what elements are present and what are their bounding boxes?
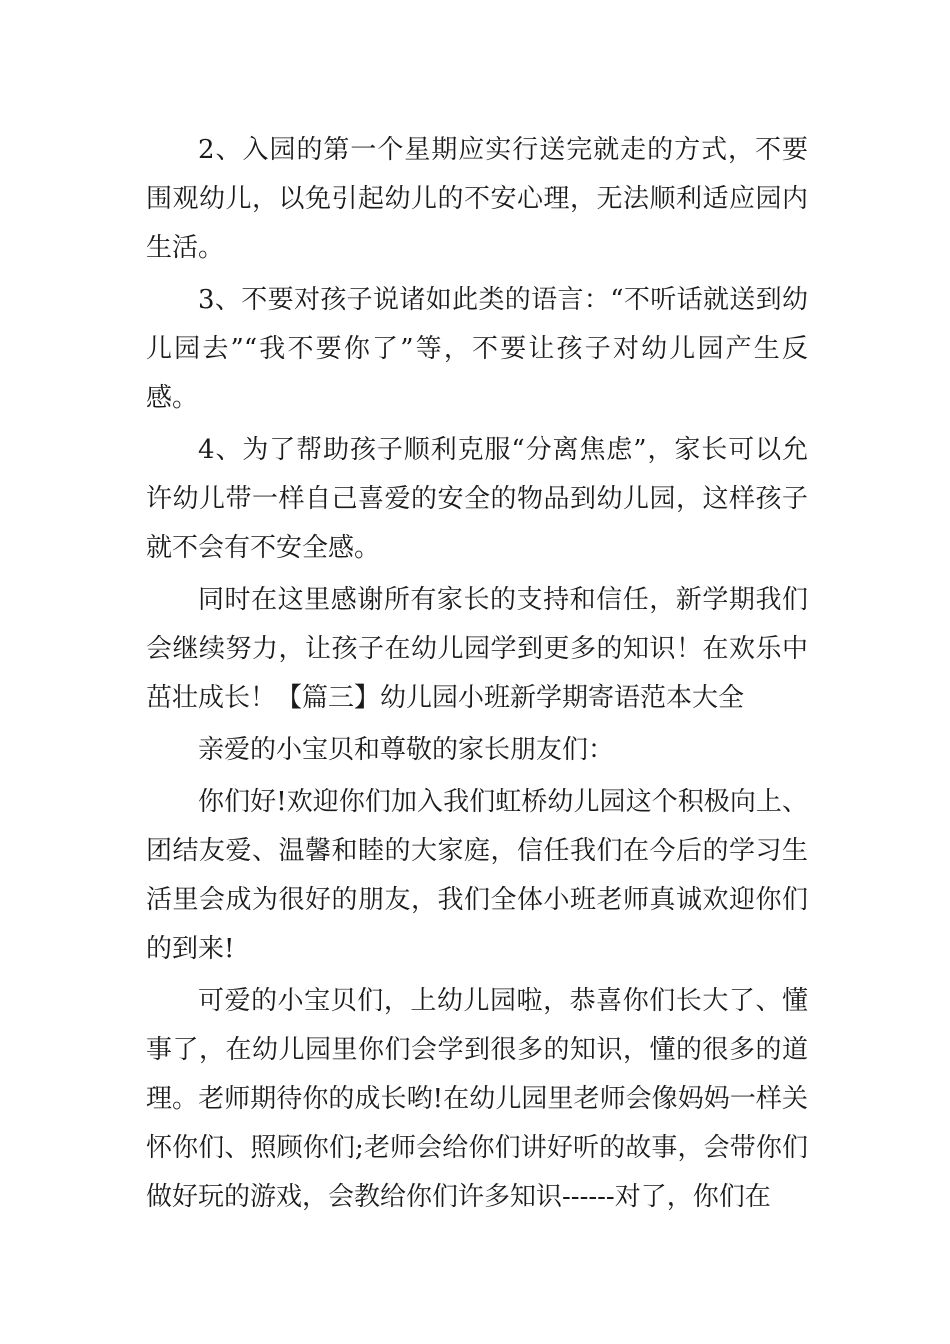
paragraph-welcome: 你们好!欢迎你们加入我们虹桥幼儿园这个积极向上、团结友爱、温馨和睦的大家庭，信任我们在今后的学习生活里会成为很好的朋友，我们全体小班老师真诚欢迎你们的到来!: [146, 787, 808, 964]
document-body: [146, 126, 808, 1222]
paragraph-greeting: 亲爱的小宝贝和尊敬的家长朋友们：: [198, 735, 615, 765]
paragraph-thanks: 同时在这里感谢所有家长的支持和信任，新学期我们会继续努力，让孩子在幼儿园学到更多的知识！在欢乐中茁壮成长！【篇三】幼儿园小班新学期寄语范本大全: [146, 585, 808, 713]
paragraph-children: 可爱的小宝贝们，上幼儿园啦，恭喜你们长大了、懂事了，在幼儿园里你们会学到很多的知识，懂的很多的道理。老师期待你的成长哟!在幼儿园里老师会像妈妈一样关怀你们、照顾你们;老师会给你们讲好听的故事，会带你们做好玩的游戏，会教给你们许多知识------对了，你们在: [146, 986, 808, 1212]
paragraph-item-4: 4、为了帮助孩子顺利克服“分离焦虑”，家长可以允许幼儿带一样自己喜爱的安全的物品到幼儿园，这样孩子就不会有不安全感。: [146, 435, 808, 563]
paragraph-item-2: 2、入园的第一个星期应实行送完就走的方式，不要围观幼儿，以免引起幼儿的不安心理，无法顺利适应园内生活。: [146, 135, 808, 263]
paragraph-item-3: 3、不要对孩子说诸如此类的语言：“不听话就送到幼儿园去”“我不要你了”等，不要让孩子对幼儿园产生反感。: [146, 285, 808, 413]
